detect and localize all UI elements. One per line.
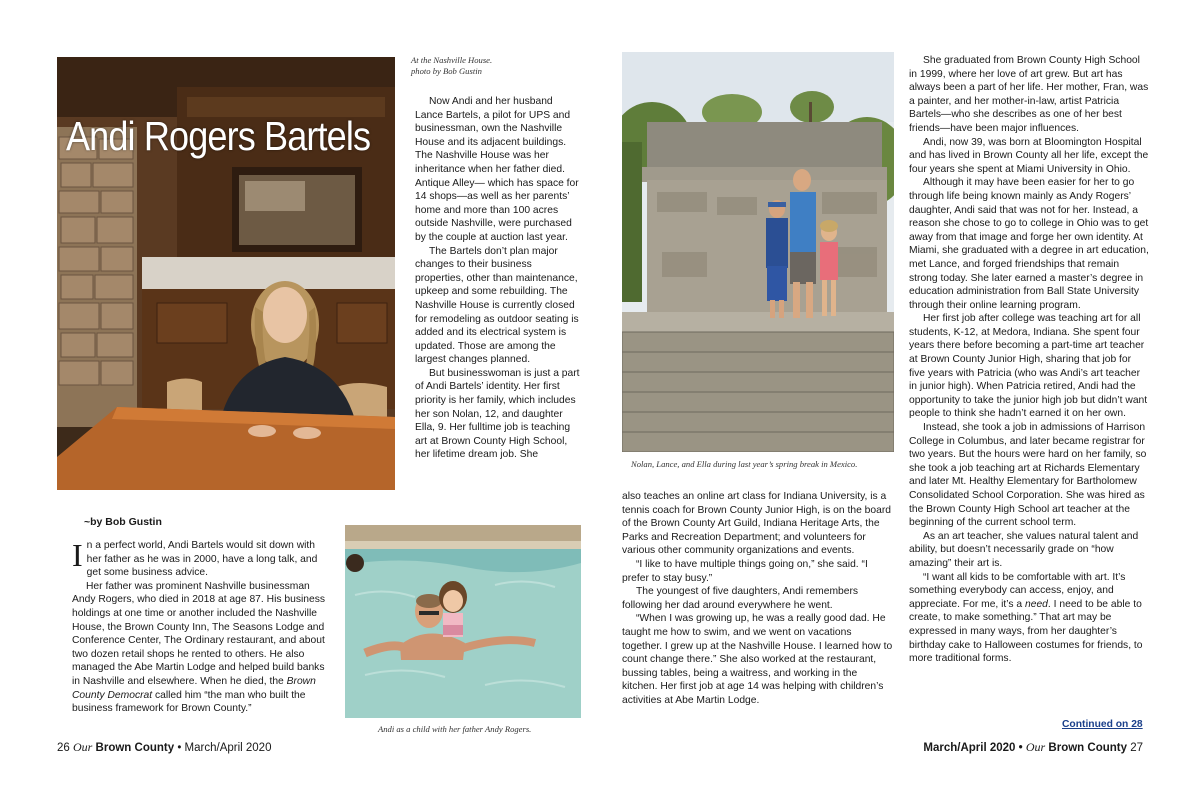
photo-family-mexico-ruins	[622, 52, 894, 452]
paragraph-text: “I want all kids to be comfortable with art. It’s something everybody can access, enjoy, and appreciate. For me, it’s a	[909, 571, 1126, 610]
caption-line-1: At the Nashville House.	[411, 55, 493, 65]
drop-cap: I	[72, 537, 83, 573]
folio-right	[923, 740, 1143, 755]
continued-link[interactable]: Continued on 28	[1062, 719, 1143, 730]
magazine-name: Brown County	[1048, 742, 1127, 754]
paragraph: Her first job after college was teaching art for all students, K-12, at Medora, Indiana. She spent four years there before becoming a part-time art teacher at Brown County Junior High, sharing that job for five years with Patricia (who was Andi’s art teacher in junior high). When Patricia retired, Andi had the opportunity to take the junior high job but didn’t want people to think she hadn’t earned it on her own.	[909, 313, 1148, 420]
paragraph: She graduated from Brown County High School in 1999, where her love of art grew. But art has always been a part of her life. Her mother, Fran, was a painter, and her mother-in-law, artist Patricia Bartels—who she describes as one of her best friends—have been major influences.	[909, 55, 1149, 134]
paragraph: Instead, she took a job in admissions of Harrison College in Columbus, and later became registrar for two years. But the hours were hard on her family, so she took a job teaching art at Richards Elementary and later Mt. Healthy Elementary for Bartholomew Consolidated School Corporation. She was hired as the Brown County High School art teacher at the beginning of the current school term.	[909, 422, 1147, 529]
page-number: 26	[57, 742, 70, 754]
photo-caption-nashville-house	[411, 55, 581, 77]
paragraph-text: . I need to be able to create, to make something.” That art may be expressed in many ways, from her daughter’s birthday cake to Halloween costumes for friends, to more traditional forms.	[909, 598, 1143, 665]
magazine-name-our: Our	[73, 740, 93, 754]
article-column-2	[415, 95, 581, 462]
paragraph: Now Andi and her husband Lance Bartels, a pilot for UPS and businessman, own the Nashville House and its adjacent buildings. The Nashville House was her inheritance when her father died. Antique Alley— which has space for 14 shops—as well as her parents’ home and more than 100 acres outside Nashville, were purchased by the couple at auction last year.	[415, 96, 579, 243]
emphasis: need	[1025, 598, 1048, 610]
caption-line-2: photo by Bob Gustin	[411, 66, 482, 76]
paragraph-text: called him “the man who built the business framework for Brown County.”	[72, 689, 306, 715]
photo-caption-child-father: Andi as a child with her father Andy Rogers.	[378, 724, 532, 734]
issue-date: • March/April 2020	[177, 742, 272, 754]
page-number: 27	[1130, 742, 1143, 754]
paragraph-text: n a perfect world, Andi Bartels would sit down with her father as he was in 2000, have a long talk, and get some business advice.	[86, 540, 318, 579]
magazine-name-our: Our	[1025, 740, 1046, 754]
photo-caption-mexico: Nolan, Lance, and Ella during last year’s spring break in Mexico.	[631, 459, 858, 469]
paragraph: also teaches an online art class for Indiana University, is a tennis coach for Brown County Junior High, is on the board of the Brown County Art Guild, Indiana Heritage Arts, the Parks and Recreation Department; and volunteers for various other community organizations and events.	[622, 491, 892, 557]
paragraph: But businesswoman is just a part of Andi Bartels’ identity. Her first priority is her family, which includes her son Nolan, 12, and daughter Ella, 9. Her fulltime job is teaching art at Brown County High School, her lifetime dream job. She	[415, 367, 580, 461]
paragraph-text: Her father was prominent Nashville businessman Andy Rogers, who died in 2018 at age 87. His business holdings at one time or another included the Nashville House, the Brown County Inn, The Seasons Lodge and Conference Center, The Ordinary restaurant, and about two dozen retail shops he rented to others. He also managed the Abe Martin Lodge and helped build banks in Nashville and elsewhere. When he died, the	[72, 580, 326, 687]
folio-left	[57, 740, 271, 755]
paragraph: “I like to have multiple things going on,” she said. “I prefer to stay busy.”	[622, 558, 868, 584]
paragraph: Although it may have been easier for her to go through life being known mainly as Andy Rogers’ daughter, Andi said that was not for her. Instead, a reason she chose to go to college in Ohio was to get away from that image and forge her own identity. At Miami, she graduated with a degree in art education, met Lance, and forged friendships that remain strong today. She later earned a master’s degree in education administration from Ball State University through their online learning program.	[909, 177, 1149, 311]
article-column-1	[72, 539, 327, 716]
photo-andi-child-with-father	[345, 525, 581, 718]
magazine-name: Brown County	[95, 742, 175, 754]
paragraph: “When I was growing up, he was a really good dad. He taught me how to swim, and we went on vacations together. I grew up at the Nashville House. I learned how to count change there.” She also worked at the restaurant, bussing tables, being a waitress, and working in the kitchen. Her first job at age 14 was helping with children’s activities at Abe Martin Lodge.	[622, 613, 893, 706]
paragraph: As an art teacher, she values natural talent and ability, but doesn’t necessarily grade on “how amazing” their art is.	[909, 530, 1139, 569]
publication-name: Brown County Democrat	[72, 675, 316, 701]
article-column-4	[909, 54, 1149, 666]
paragraph: The Bartels don’t plan major changes to their business properties, other than maintenance, upkeep and some rebuilding. The Nashville House is currently closed for remodeling as outdoor seating is added and its electrical system is updated. Those are among the largest changes planned.	[415, 245, 579, 366]
paragraph	[72, 580, 327, 716]
paragraph: Andi, now 39, was born at Bloomington Hospital and has lived in Brown County all her life, except the four years she spent at Miami University in Ohio.	[909, 136, 1149, 175]
paragraph	[909, 571, 1149, 666]
article-column-3	[622, 490, 894, 708]
issue-date: March/April 2020 •	[923, 742, 1023, 754]
drop-cap-paragraph	[72, 539, 327, 580]
paragraph: The youngest of five daughters, Andi remembers following her dad around everywhere he went.	[622, 586, 859, 611]
byline: ~by Bob Gustin	[84, 516, 162, 528]
article-title: Andi Rogers Bartels	[66, 113, 371, 159]
